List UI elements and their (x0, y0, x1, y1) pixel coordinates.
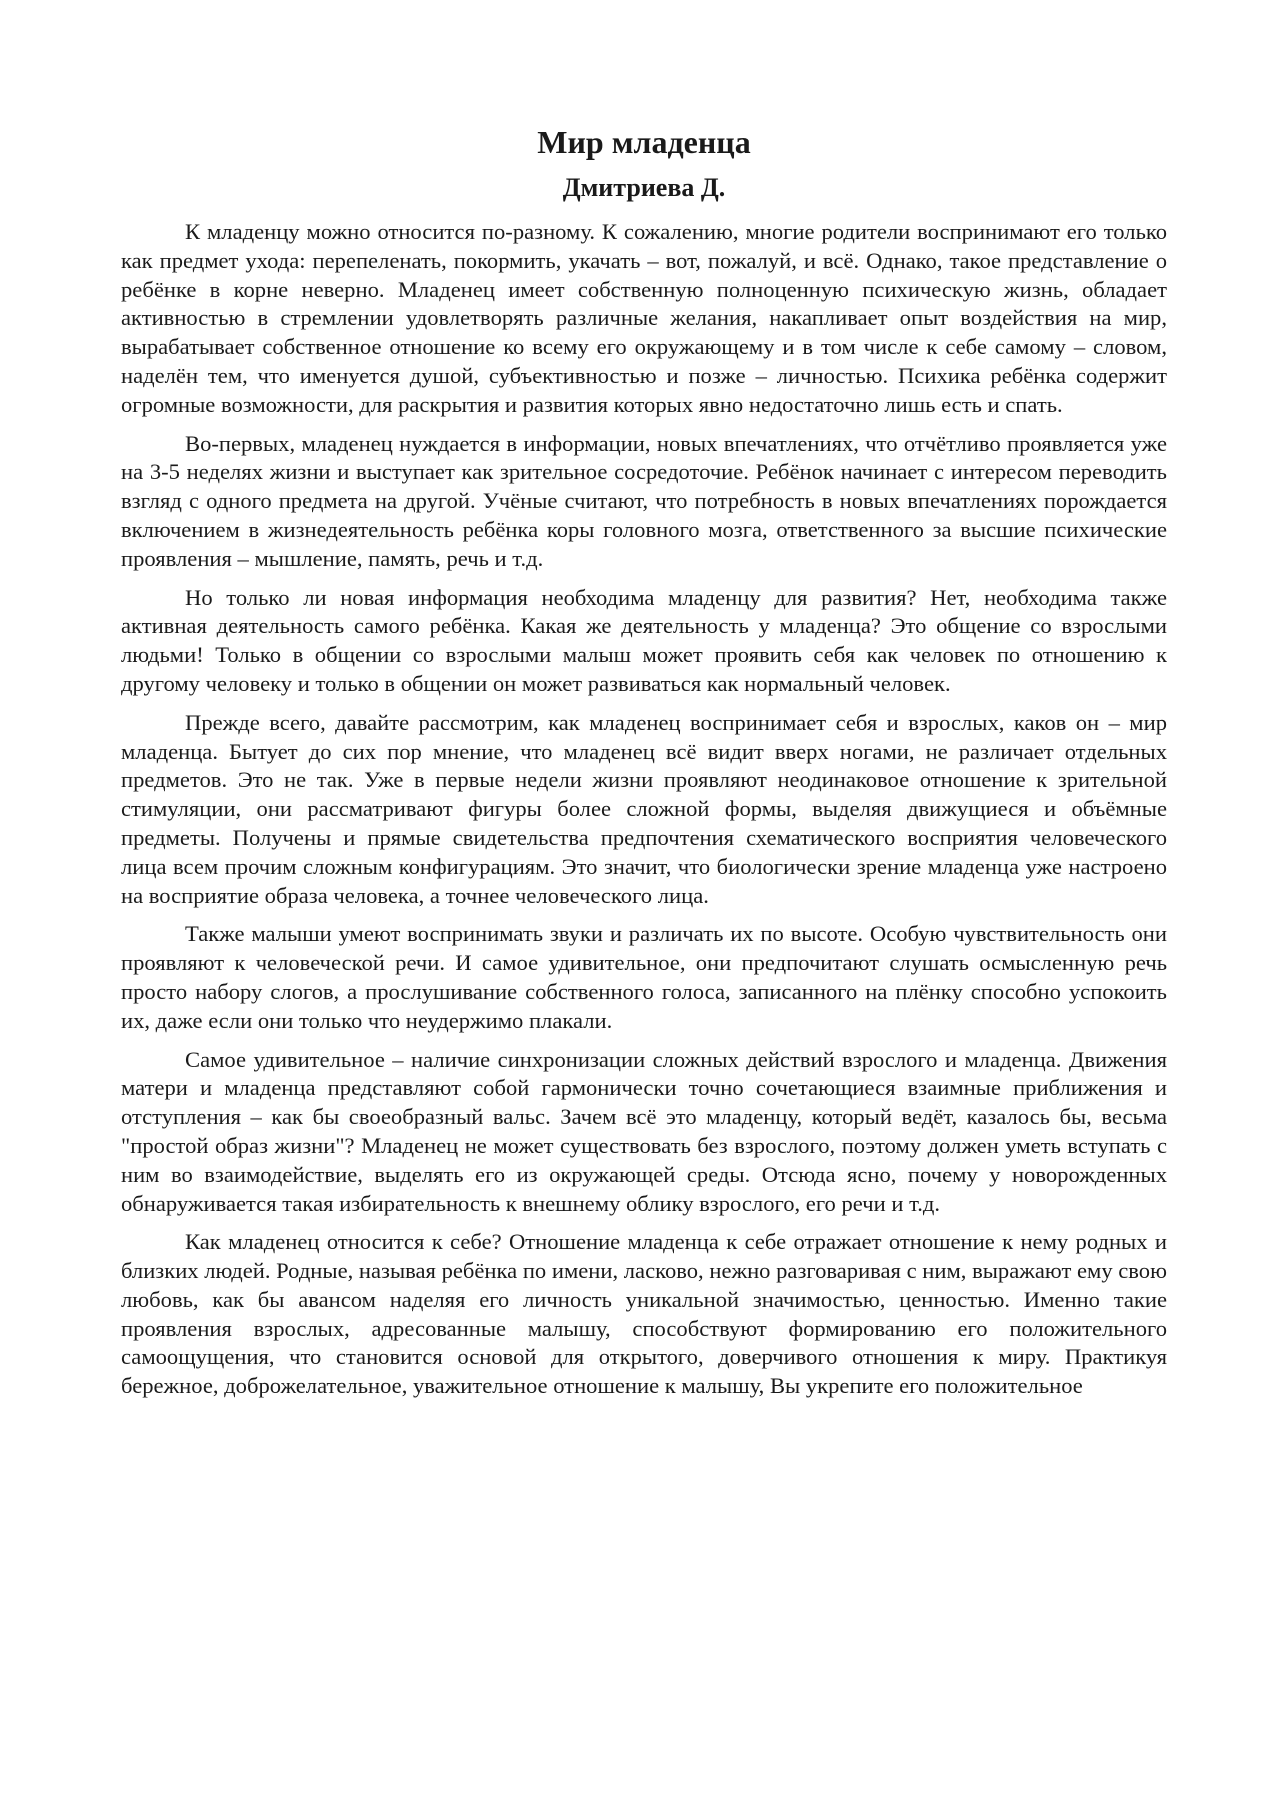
paragraph-4: Прежде всего, давайте рассмотрим, как младенец воспринимает себя и взрослых, каков он – мир младенца. Бытует до сих пор мнение, что младенец всё видит вверх ногами, не различает отдельных предметов. Это не так. Уже в первые недели жизни проявляют неодинаковое отношение к зрительной стимуляции, они рассматривают фигуры более сложной формы, выделяя движущиеся и объёмные предметы. Получены и прямые свидетельства предпочтения схематического восприятия человеческого лица всем прочим сложным конфигурациям. Это значит, что биологически зрение младенца уже настроено на восприятие образа человека, а точнее человеческого лица. (121, 709, 1167, 908)
paragraph-3: Но только ли новая информация необходима младенцу для развития? Нет, необходима также активная деятельность самого ребёнка. Какая же деятельность у младенца? Это общение со взрослыми людьми! Только в общении со взрослыми малыш может проявить себя как человек по отношению к другому человеку и только в общении он может развиваться как нормальный человек. (121, 584, 1167, 696)
paragraph-2: Во-первых, младенец нуждается в информации, новых впечатлениях, что отчётливо проявляется уже на 3-5 неделях жизни и выступает как зрительное сосредоточие. Ребёнок начинает с интересом переводить взгляд с одного предмета на другой. Учёные считают, что потребность в новых впечатлениях порождается включением в жизнедеятельность ребёнка коры головного мозга, ответственного за высшие психические проявления – мышление, память, речь и т.д. (121, 430, 1167, 571)
paragraph-7: Как младенец относится к себе? Отношение младенца к себе отражает отношение к нему родных и близких людей. Родные, называя ребёнка по имени, ласково, нежно разговаривая с ним, выражают ему свою любовь, как бы авансом наделяя его личность уникальной значимостью, ценностью. Именно такие проявления взрослых, адресованные малышу, способствуют формированию его положительного самоощущения, что становится основой для открытого, доверчивого отношения к миру. Практикуя бережное, доброжелательное, уважительное отношение к малышу, Вы укрепите его положительное (121, 1229, 1167, 1399)
document-title: Мир младенца (537, 124, 751, 160)
paragraph-1: К младенцу можно относится по-разному. К сожалению, многие родители воспринимают его только как предмет ухода: перепеленать, покормить, укачать – вот, пожалуй, и всё. Однако, такое представление о ребёнке в корне неверно. Младенец имеет собственную полноценную психическую жизнь, обладает активностью в стремлении удовлетворять различные желания, накапливает опыт воздействия на мир, вырабатывает собственное отношение ко всему его окружающему и в том числе к себе самому – словом, наделён тем, что именуется душой, субъективностью и позже – личностью. Психика ребёнка содержит огромные возможности, для раскрытия и развития которых явно недостаточно лишь есть и спать. (121, 219, 1167, 417)
paragraph-5: Также малыши умеют воспринимать звуки и различать их по высоте. Особую чувствительность они проявляют к человеческой речи. И самое удивительное, они предпочитают слушать осмысленную речь просто набору слогов, а прослушивание собственного голоса, записанного на плёнку способно успокоить их, даже если они только что неудержимо плакали. (121, 921, 1167, 1033)
document-body (121, 118, 1167, 1411)
paragraph-6: Самое удивительное – наличие синхронизации сложных действий взрослого и младенца. Движения матери и младенца представляют собой гармонически точно сочетающиеся взаимные приближения и отступления – как бы своеобразный вальс. Зачем всё это младенцу, который ведёт, казалось бы, весьма "простой образ жизни"? Младенец не может существовать без взрослого, поэтому должен уметь вступать с ним во взаимодействие, выделять его из окружающей среды. Отсюда ясно, почему у новорожденных обнаруживается такая избирательность к внешнему облику взрослого, его речи и т.д. (121, 1046, 1167, 1216)
document-author: Дмитриева Д. (562, 173, 726, 202)
